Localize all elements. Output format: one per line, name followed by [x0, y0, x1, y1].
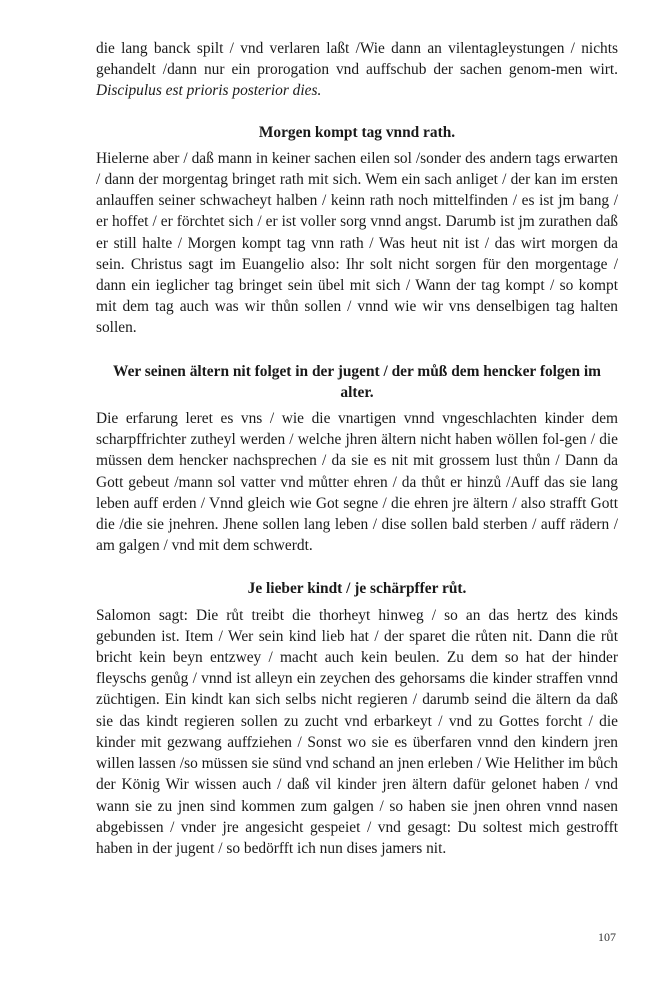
section-heading: Morgen kompt tag vnnd rath.	[258, 123, 456, 141]
section-heading: Wer seinen ältern nit folget in der jugent / der můß dem hencker folgen im alter.	[113, 362, 601, 401]
intro-text: die lang banck spilt / vnd verlaren laßt /Wie dann an vilentagleystungen / nichts gehandelt /dann nur ein prorogation vnd auffschub der sachen genom-men wirt.	[96, 40, 618, 79]
section-morgen	[96, 122, 618, 339]
section-heading: Je lieber kindt / je schärpffer růt.	[247, 580, 467, 598]
page-body	[96, 38, 618, 859]
intro-paragraph	[96, 38, 618, 102]
page-number: 107	[598, 930, 616, 944]
section-kindt	[96, 578, 618, 859]
section-aeltern	[96, 361, 618, 557]
latin-quote: Discipulus est prioris posterior dies.	[96, 82, 322, 100]
section-paragraph: Die erfarung leret es vns / wie die vnartigen vnnd vngeschlachten kinder dem scharpffrichter zutheyl werden / welche jhren ältern nicht haben wöllen fol-gen / die müssen dem hencker nachsprechen / da sie es nit mit grossem lust thůn / Dann da Gott gebeut /mann sol vatter vnd můtter ehren / da thůt er hinzů /Auff das sie lang leben auff erden / Vnnd gleich wie Got segne / die ehren jre ältern / also strafft Gott die /die sie jnehren. Jhene sollen lang leben / dise sollen bald sterben / auff rädern / am galgen / vnd mit dem schwerdt.	[96, 410, 618, 555]
section-paragraph: Salomon sagt: Die růt treibt die thorheyt hinweg / so an das hertz des kinds gebunden ist. Item / Wer sein kind lieb hat / der sparet die růten nit. Dann die růt bricht kein beyn entzwey / macht auch kein beulen. Zu dem so hat der hinder fleyschs genůg / vnnd ist alleyn ein zeychen des gehorsams die kinder straffen vnnd züchtigen. Ein kindt kan sich selbs nicht regieren / darumb seind die ältern da daß sie das kindt regieren sollen zu zucht vnd erbarkeyt / vnd zu Gottes forcht / die kinder mit gezwang auffziehen / Sonst wo sie es überfaren vnnd den kindern jren willen lassen /so müssen sie sünd vnd schand an jnen erleben / Wie Helither im bůch der König Wir wissen auch / daß vil kinder jren ältern dafür gelonet haben / vnd wann sie zu jnen sind kommen zum galgen / so haben sie jnen ohren vnnd nasen abgebissen / vnder jre angesicht gespeiet / vnd gesagt: Du soltest mich gestrofft haben in der jugent / so bedörfft ich nun dises jamers nit.	[96, 606, 618, 857]
section-paragraph: Hielerne aber / daß mann in keiner sachen eilen sol /sonder des andern tags erwarten / dann der morgentag bringet rath mit sich. Wem ein sach anliget / der kan im ersten anlauffen seiner schwacheyt halben / keinn rath noch mittelfinden / es ist jm bang / er hoffet / er förchtet sich / er ist voller sorg vnnd angst. Darumb ist jm zurathen daß er still halte / Morgen kompt tag vnn rath / Was heut nit ist / das wirt morgen da sein. Christus sagt im Euangelio also: Ihr solt nicht sorgen für den morgentage / dann ein ieglicher tag bringet sein übel mit sich / Wann der tag kompt / so kompt mit dem tag auch was wir thůn sollen / vnnd wie wir vns denselbigen tag halten sollen.	[96, 149, 618, 337]
